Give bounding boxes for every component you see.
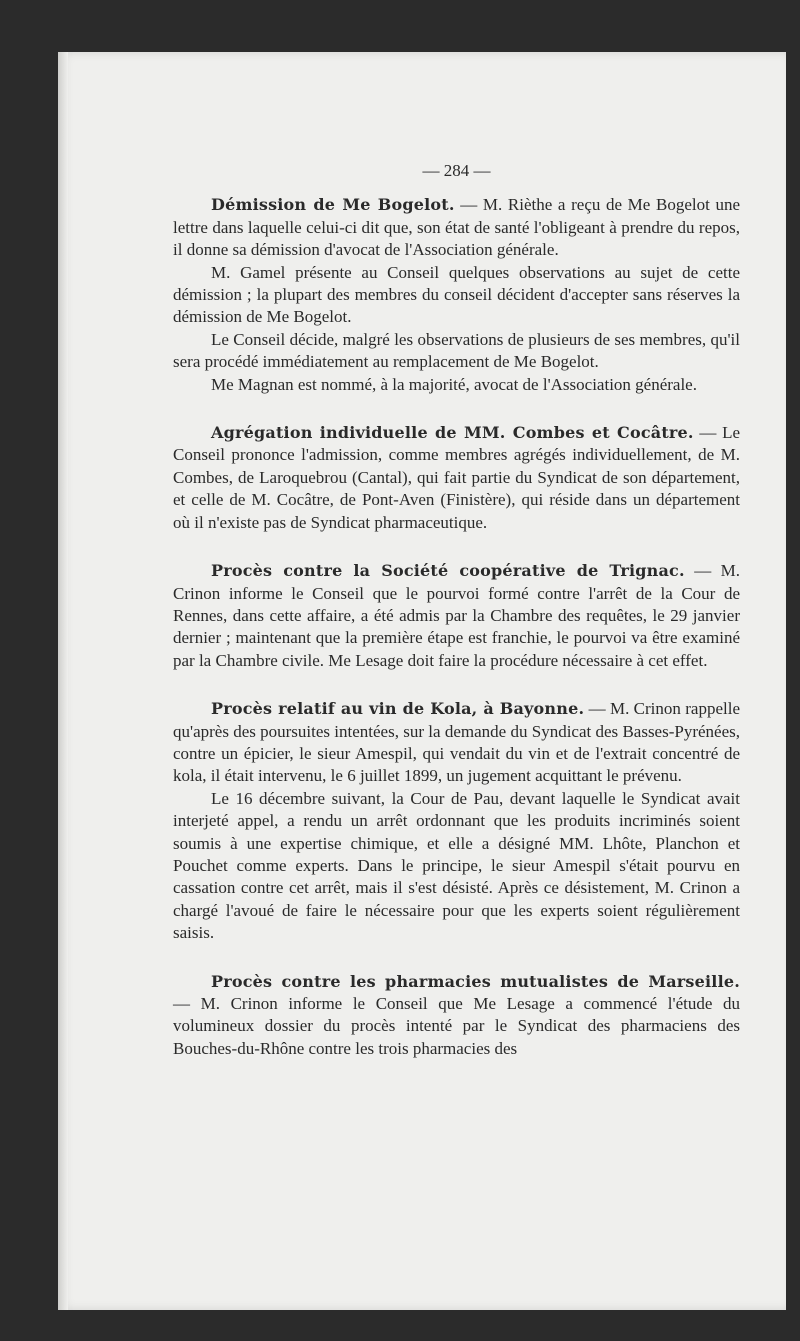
page-number: — 284 —	[422, 161, 491, 180]
section-heading: Agrégation individuelle de MM. Combes et Cocâtre.	[211, 423, 694, 443]
paragraph-text: — M. Rièthe a reçu de Me Bogelot une lettre dans laquelle celui-ci dit que, son état de santé l'obligeant à prendre du repos, il donne sa démission d'avocat de l'Association générale.	[173, 195, 740, 260]
paragraph: Me Magnan est nommé, à la majorité, avocat de l'Association générale.	[211, 374, 697, 394]
paragraph: M. Gamel présente au Conseil quelques observations au sujet de cette démission ; la plupart des membres du conseil décident d'accepter sans réserves la démission de Me Bogelot.	[173, 262, 740, 327]
section-proces-trignac	[173, 560, 740, 672]
paragraph	[173, 422, 740, 534]
section-heading: Démission de Me Bogelot.	[211, 195, 455, 215]
paragraph	[173, 698, 740, 788]
paragraph	[173, 971, 740, 1061]
paragraph-text: — Le Conseil prononce l'admission, comme membres agrégés individuellement, de M. Combes, de Laroquebrou (Cantal), qui fait partie du Syndicat de son département, et celle de M. Cocâtre, de Pont-Aven (Finistère), qui réside dans un département où il n'existe pas de Syndicat pharmaceutique.	[173, 423, 740, 532]
paragraph	[173, 194, 740, 261]
paragraph-text: — M. Crinon informe le Conseil que Me Lesage a commencé l'étude du volumineux dossier du procès intenté par le Syndicat des pharmaciens des Bouches-du-Rhône contre les trois pharmacies des	[173, 994, 740, 1058]
section-heading: Procès contre les pharmacies mutualistes de Marseille.	[211, 971, 740, 991]
section-heading: Procès contre la Société coopérative de Trignac.	[211, 561, 685, 581]
section-proces-kola	[173, 698, 740, 944]
paragraph	[173, 560, 740, 672]
section-demission-bogelot	[173, 194, 740, 396]
section-agregation	[173, 422, 740, 534]
paragraph: Le Conseil décide, malgré les observations de plusieurs de ses membres, qu'il sera procédé immédiatement au remplacement de Me Bogelot.	[173, 329, 740, 372]
paragraph-text: — M. Crinon rappelle qu'après des poursuites intentées, sur la demande du Syndicat des Basses-Pyrénées, contre un épicier, le sieur Amespil, qui vendait du vin et de l'extrait concentré de kola, il était intervenu, le 6 juillet 1899, un jugement acquittant le prévenu.	[173, 699, 740, 786]
paragraph: Le 16 décembre suivant, la Cour de Pau, devant laquelle le Syndicat avait interjeté appel, a rendu un arrêt ordonnant que les produits incriminés soient soumis à une expertise chimique, et elle a désigné MM. Lhôte, Planchon et Pouchet comme experts. Dans le principe, le sieur Amespil s'était pourvu en cassation contre cet arrêt, mais il s'est désisté. Après ce désistement, M. Crinon a chargé l'avoué de faire le nécessaire pour que les experts soient régulièrement saisis.	[173, 788, 740, 943]
paragraph-text: — M. Crinon informe le Conseil que le pourvoi formé contre l'arrêt de la Cour de Rennes, dans cette affaire, a été admis par la Chambre des requêtes, le 29 janvier dernier ; maintenant que la première étape est franchie, le pourvoi va être examiné par la Chambre civile. Me Lesage doit faire la procédure nécessaire à cet effet.	[173, 561, 740, 670]
page-content	[173, 160, 740, 1086]
page-binding-edge	[58, 52, 68, 1310]
section-heading: Procès relatif au vin de Kola, à Bayonne.	[211, 699, 585, 719]
section-proces-marseille	[173, 971, 740, 1061]
